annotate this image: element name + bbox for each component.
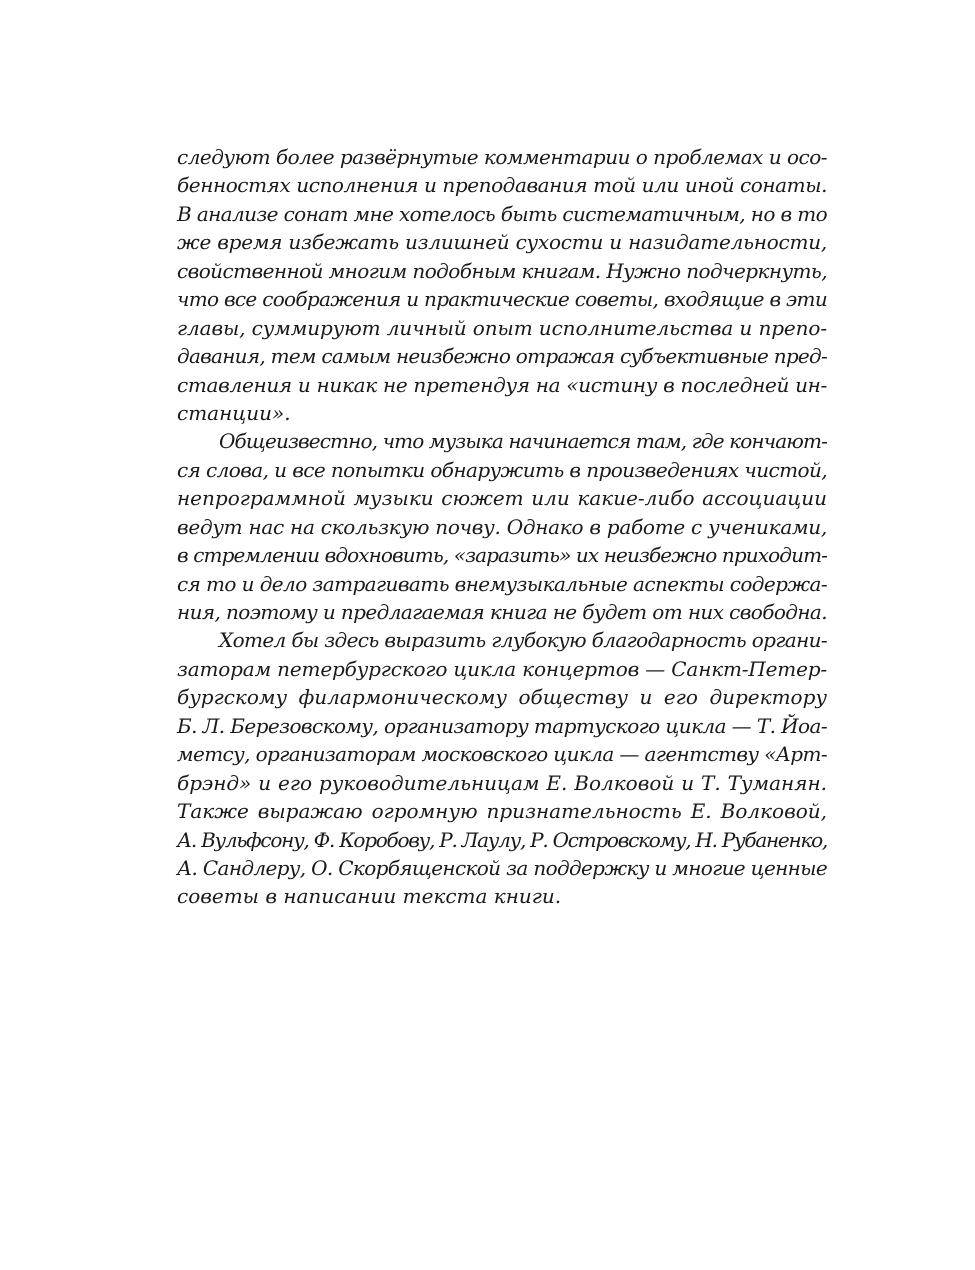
text-line: непрограммной музыки сюжет или какие-либо ассоциации	[177, 486, 827, 511]
text-line: следуют более развёрнутые комментарии о проблемах и осо-	[177, 145, 827, 169]
text-line: Общеизвестно, что музыка начинается там, где кончают-	[219, 429, 827, 454]
text-line: В анализе сонат мне хотелось быть систематичным, но в то	[177, 201, 828, 226]
text-line: метсу, организаторам московского цикла — агентству «Арт-	[177, 742, 827, 767]
text-line: заторам петербургского цикла концертов — Санкт-Петер-	[177, 656, 827, 681]
text-line: в стремлении вдохновить, «заразить» их неизбежно приходит-	[177, 543, 827, 568]
text-line: ставления и никак не претендуя на «истину в последней ин-	[177, 372, 828, 397]
text-line: советы в написании текста книги.	[177, 884, 562, 909]
text-line: что все соображения и практические советы, входящие в эти	[177, 287, 827, 312]
text-line: станции».	[177, 400, 291, 425]
text-line: Хотел бы здесь выразить глубокую благодарность органи-	[219, 628, 827, 653]
text-line: давания, тем самым неизбежно отражая субъективные пред-	[177, 344, 828, 369]
text-line: ся то и дело затрагивать внемузыкальные аспекты содержа-	[177, 571, 828, 596]
text-line: Также выражаю огромную признательность Е. Волковой,	[177, 799, 827, 824]
text-line: свойственной многим подобным книгам. Нужно подчеркнуть,	[177, 258, 827, 283]
text-line: А. Вульфсону, Ф. Коробову, Р. Лаулу, Р. Островскому, Н. Рубаненко,	[177, 827, 827, 852]
text-line: же время избежать излишней сухости и назидательности,	[177, 230, 828, 255]
text-line: ния, поэтому и предлагаемая книга не будет от них свободна.	[177, 600, 828, 624]
text-line: главы, суммируют личный опыт исполнительства и препо-	[177, 315, 828, 340]
text-line: бургскому филармоническому обществу и его директору	[177, 685, 827, 710]
body-text	[177, 143, 827, 911]
text-line: бенностях исполнения и преподавания той или иной сонаты.	[177, 173, 828, 198]
text-line: ведут нас на скользкую почву. Однако в работе с учениками,	[177, 514, 828, 539]
text-line: А. Сандлеру, О. Скорбященской за поддержку и многие ценные	[177, 855, 828, 880]
text-line: Б. Л. Березовскому, организатору тартуского цикла — Т. Йоа-	[177, 713, 827, 738]
text-line: брэнд» и его руководительницам Е. Волковой и Т. Туманян.	[177, 770, 827, 795]
text-line: ся слова, и все попытки обнаружить в произведениях чистой,	[177, 457, 828, 482]
